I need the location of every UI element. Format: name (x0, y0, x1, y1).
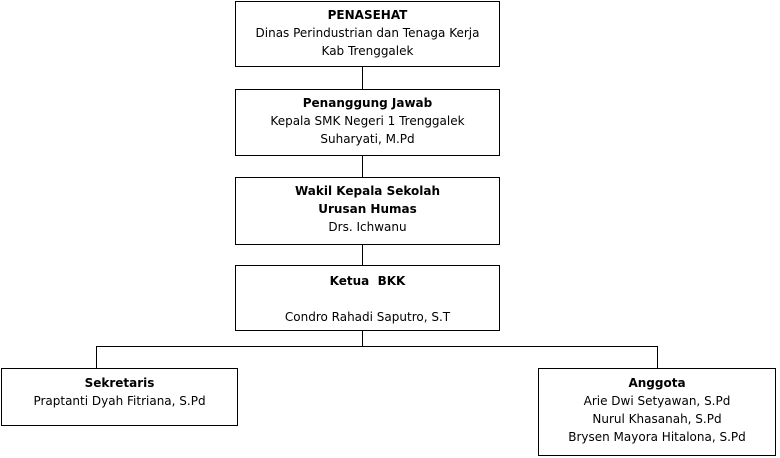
penasehat-line1: Dinas Perindustrian dan Tenaga Kerja (255, 26, 480, 40)
sekretaris-box (1, 368, 238, 426)
connector-to-sekretaris (96, 346, 97, 369)
anggota-title: Anggota (628, 376, 686, 390)
ketua-spacer (236, 290, 499, 308)
connector-ketua-down (362, 330, 363, 347)
wakil-title2: Urusan Humas (318, 202, 417, 216)
penanggung-jawab-line1: Kepala SMK Negeri 1 Trenggalek (270, 114, 465, 128)
wakil-name: Drs. Ichwanu (328, 220, 407, 234)
anggota-box (538, 368, 776, 456)
penanggung-jawab-title: Penanggung Jawab (302, 96, 433, 110)
anggota-member: Arie Dwi Setyawan, S.Pd (583, 394, 731, 408)
connector-penasehat-penanggung (362, 66, 363, 90)
connector-horizontal (96, 346, 658, 347)
connector-wakil-ketua (362, 244, 363, 266)
anggota-member: Brysen Mayora Hitalona, S.Pd (568, 430, 746, 444)
penasehat-box (235, 1, 500, 67)
sekretaris-title: Sekretaris (84, 376, 155, 390)
sekretaris-name: Praptanti Dyah Fitriana, S.Pd (33, 394, 206, 408)
ketua-title: Ketua BKK (329, 274, 406, 288)
penanggung-jawab-box (235, 89, 500, 156)
wakil-title1: Wakil Kepala Sekolah (294, 184, 441, 198)
anggota-member: Nurul Khasanah, S.Pd (592, 412, 722, 426)
ketua-name: Condro Rahadi Saputro, S.T (284, 310, 451, 324)
connector-penanggung-wakil (362, 155, 363, 178)
penasehat-line2: Kab Trenggalek (321, 44, 414, 58)
wakil-kepala-box (235, 177, 500, 245)
connector-to-anggota (657, 346, 658, 369)
penanggung-jawab-line2: Suharyati, M.Pd (320, 132, 415, 146)
penasehat-title: PENASEHAT (327, 8, 408, 22)
ketua-bkk-box (235, 265, 500, 331)
